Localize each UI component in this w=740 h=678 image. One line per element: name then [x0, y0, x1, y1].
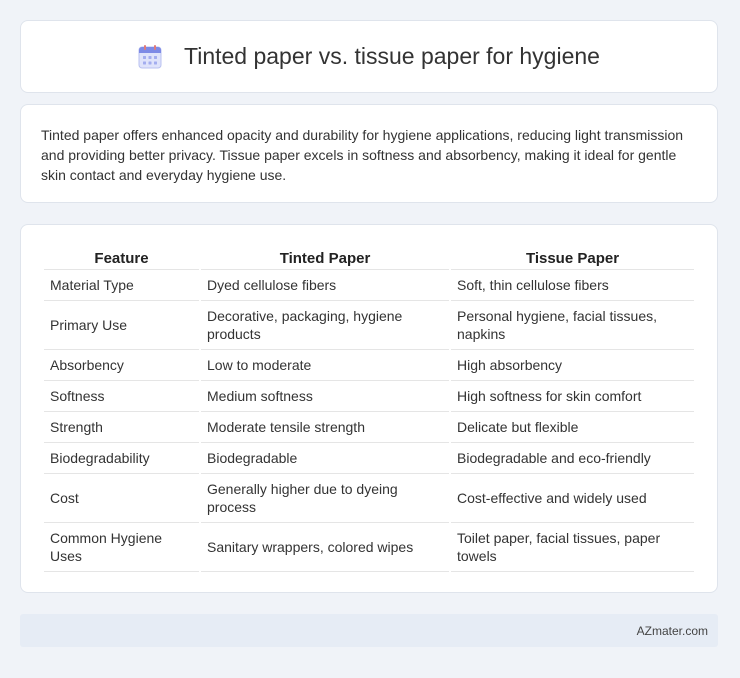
header-tissue-paper: Tissue Paper	[451, 245, 694, 270]
tinted-cell: Dyed cellulose fibers	[201, 270, 449, 301]
feature-cell: Softness	[44, 381, 199, 412]
feature-cell: Material Type	[44, 270, 199, 301]
table-row	[44, 412, 694, 443]
page-title-text: Tinted paper vs. tissue paper for hygiene	[184, 43, 600, 69]
feature-cell: Cost	[44, 474, 199, 523]
tissue-cell: Toilet paper, facial tissues, paper towels	[451, 523, 694, 572]
page-title	[138, 43, 600, 70]
table-row	[44, 381, 694, 412]
table-header-row	[44, 245, 694, 270]
table-row	[44, 301, 694, 350]
tinted-cell: Sanitary wrappers, colored wipes	[201, 523, 449, 572]
intro-text: Tinted paper offers enhanced opacity and durability for hygiene applications, reducing light transmission and providing better privacy. Tissue paper excels in softness and absorbency, making it ideal for gentle skin contact and everyday hygiene use.	[41, 127, 684, 183]
tissue-cell: Soft, thin cellulose fibers	[451, 270, 694, 301]
tissue-cell: Personal hygiene, facial tissues, napkins	[451, 301, 694, 350]
table-row	[44, 474, 694, 523]
feature-cell: Primary Use	[44, 301, 199, 350]
header-feature: Feature	[44, 245, 199, 270]
header-tinted-paper: Tinted Paper	[201, 245, 449, 270]
tinted-cell: Decorative, packaging, hygiene products	[201, 301, 449, 350]
calendar-icon	[138, 45, 162, 69]
table-row	[44, 443, 694, 474]
table-row	[44, 523, 694, 572]
tinted-cell: Low to moderate	[201, 350, 449, 381]
tissue-cell: High absorbency	[451, 350, 694, 381]
intro-card	[20, 104, 718, 203]
feature-cell: Absorbency	[44, 350, 199, 381]
tinted-cell: Biodegradable	[201, 443, 449, 474]
feature-cell: Biodegradability	[44, 443, 199, 474]
comparison-table	[42, 245, 696, 572]
tissue-cell: Cost-effective and widely used	[451, 474, 694, 523]
tinted-cell: Generally higher due to dyeing process	[201, 474, 449, 523]
title-card	[20, 20, 718, 93]
footer	[20, 614, 718, 647]
comparison-card	[20, 224, 718, 593]
tinted-cell: Medium softness	[201, 381, 449, 412]
footer-brand[interactable]: AZmater.com	[636, 623, 708, 638]
table-row	[44, 270, 694, 301]
tissue-cell: Biodegradable and eco-friendly	[451, 443, 694, 474]
tissue-cell: Delicate but flexible	[451, 412, 694, 443]
tinted-cell: Moderate tensile strength	[201, 412, 449, 443]
tissue-cell: High softness for skin comfort	[451, 381, 694, 412]
feature-cell: Common Hygiene Uses	[44, 523, 199, 572]
feature-cell: Strength	[44, 412, 199, 443]
table-row	[44, 350, 694, 381]
